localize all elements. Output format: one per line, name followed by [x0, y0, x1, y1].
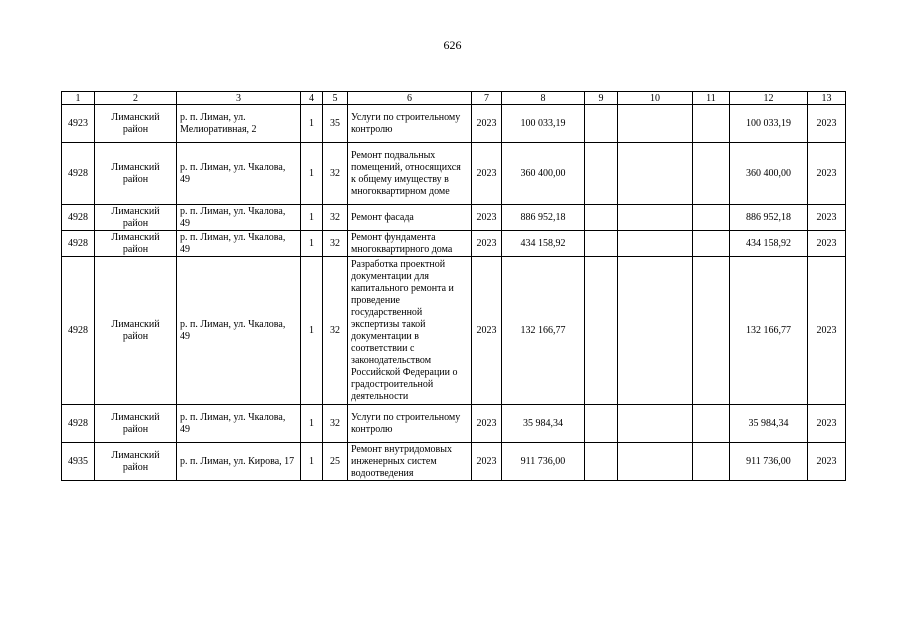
cell-col-13: 2023 [808, 105, 846, 143]
column-header-8: 8 [502, 92, 585, 105]
cell-col-8: 911 736,00 [502, 443, 585, 481]
table-header [62, 92, 846, 105]
cell-col-12: 132 166,77 [730, 257, 808, 405]
cell-col-7: 2023 [472, 143, 502, 205]
cell-col-12: 360 400,00 [730, 143, 808, 205]
cell-col-9 [585, 205, 618, 231]
cell-col-8: 360 400,00 [502, 143, 585, 205]
cell-col-7: 2023 [472, 231, 502, 257]
cell-col-8: 132 166,77 [502, 257, 585, 405]
cell-col-11 [693, 257, 730, 405]
cell-col-6: Разработка проектной документации для капитального ремонта и проведение государственной экспертизы такой документации в соответствии с законодательством Российской Федерации о градостроительной деятельности [348, 257, 472, 405]
cell-col-10 [618, 257, 693, 405]
header-row [62, 92, 846, 105]
column-header-7: 7 [472, 92, 502, 105]
column-header-2: 2 [95, 92, 177, 105]
cell-col-13: 2023 [808, 443, 846, 481]
cell-col-5: 32 [323, 231, 348, 257]
cell-col-8: 100 033,19 [502, 105, 585, 143]
cell-col-5: 32 [323, 143, 348, 205]
page-number: 626 [443, 38, 462, 52]
cell-col-12: 100 033,19 [730, 105, 808, 143]
cell-col-7: 2023 [472, 205, 502, 231]
cell-col-10 [618, 231, 693, 257]
table-row [62, 443, 846, 481]
cell-col-4: 1 [301, 257, 323, 405]
cell-col-3: р. п. Лиман, ул. Чкалова, 49 [177, 143, 301, 205]
cell-col-11 [693, 105, 730, 143]
cell-col-11 [693, 405, 730, 443]
cell-col-12: 434 158,92 [730, 231, 808, 257]
cell-col-1: 4928 [62, 143, 95, 205]
cell-col-5: 25 [323, 443, 348, 481]
cell-col-5: 35 [323, 105, 348, 143]
capital-repair-table [61, 91, 846, 481]
cell-col-7: 2023 [472, 405, 502, 443]
cell-col-7: 2023 [472, 443, 502, 481]
cell-col-12: 886 952,18 [730, 205, 808, 231]
cell-col-10 [618, 443, 693, 481]
cell-col-12: 911 736,00 [730, 443, 808, 481]
cell-col-13: 2023 [808, 231, 846, 257]
cell-col-11 [693, 231, 730, 257]
cell-col-11 [693, 443, 730, 481]
column-header-5: 5 [323, 92, 348, 105]
cell-col-6: Ремонт фасада [348, 205, 472, 231]
cell-col-3: р. п. Лиман, ул. Мелиоративная, 2 [177, 105, 301, 143]
cell-col-8: 434 158,92 [502, 231, 585, 257]
cell-col-8: 35 984,34 [502, 405, 585, 443]
cell-col-13: 2023 [808, 257, 846, 405]
cell-col-4: 1 [301, 443, 323, 481]
cell-col-9 [585, 257, 618, 405]
column-header-3: 3 [177, 92, 301, 105]
cell-col-9 [585, 405, 618, 443]
cell-col-4: 1 [301, 231, 323, 257]
cell-col-8: 886 952,18 [502, 205, 585, 231]
cell-col-1: 4928 [62, 231, 95, 257]
cell-col-1: 4935 [62, 443, 95, 481]
cell-col-3: р. п. Лиман, ул. Кирова, 17 [177, 443, 301, 481]
cell-col-10 [618, 105, 693, 143]
cell-col-2: Лиманский район [95, 231, 177, 257]
cell-col-13: 2023 [808, 205, 846, 231]
cell-col-1: 4928 [62, 205, 95, 231]
cell-col-4: 1 [301, 105, 323, 143]
cell-col-6: Ремонт подвальных помещений, относящихся к общему имуществу в многоквартирном доме [348, 143, 472, 205]
cell-col-2: Лиманский район [95, 443, 177, 481]
cell-col-4: 1 [301, 143, 323, 205]
column-header-10: 10 [618, 92, 693, 105]
cell-col-9 [585, 231, 618, 257]
cell-col-6: Услуги по строительному контролю [348, 105, 472, 143]
column-header-12: 12 [730, 92, 808, 105]
cell-col-10 [618, 143, 693, 205]
cell-col-6: Ремонт внутридомовых инженерных систем водоотведения [348, 443, 472, 481]
cell-col-13: 2023 [808, 405, 846, 443]
cell-col-10 [618, 205, 693, 231]
column-header-4: 4 [301, 92, 323, 105]
cell-col-3: р. п. Лиман, ул. Чкалова, 49 [177, 205, 301, 231]
table-body [62, 105, 846, 481]
cell-col-12: 35 984,34 [730, 405, 808, 443]
table-row [62, 231, 846, 257]
cell-col-11 [693, 143, 730, 205]
table-row [62, 143, 846, 205]
cell-col-2: Лиманский район [95, 257, 177, 405]
table-row [62, 405, 846, 443]
column-header-9: 9 [585, 92, 618, 105]
cell-col-9 [585, 105, 618, 143]
cell-col-4: 1 [301, 405, 323, 443]
column-header-13: 13 [808, 92, 846, 105]
cell-col-5: 32 [323, 257, 348, 405]
column-header-6: 6 [348, 92, 472, 105]
cell-col-4: 1 [301, 205, 323, 231]
cell-col-2: Лиманский район [95, 105, 177, 143]
cell-col-2: Лиманский район [95, 143, 177, 205]
cell-col-2: Лиманский район [95, 205, 177, 231]
cell-col-2: Лиманский район [95, 405, 177, 443]
cell-col-7: 2023 [472, 105, 502, 143]
table-row [62, 205, 846, 231]
cell-col-1: 4928 [62, 405, 95, 443]
cell-col-3: р. п. Лиман, ул. Чкалова, 49 [177, 231, 301, 257]
cell-col-1: 4928 [62, 257, 95, 405]
cell-col-5: 32 [323, 405, 348, 443]
column-header-11: 11 [693, 92, 730, 105]
cell-col-6: Услуги по строительному контролю [348, 405, 472, 443]
cell-col-1: 4923 [62, 105, 95, 143]
cell-col-9 [585, 443, 618, 481]
cell-col-13: 2023 [808, 143, 846, 205]
table-row [62, 105, 846, 143]
cell-col-5: 32 [323, 205, 348, 231]
cell-col-11 [693, 205, 730, 231]
table-row [62, 257, 846, 405]
cell-col-3: р. п. Лиман, ул. Чкалова, 49 [177, 257, 301, 405]
cell-col-6: Ремонт фундамента многоквартирного дома [348, 231, 472, 257]
column-header-1: 1 [62, 92, 95, 105]
cell-col-9 [585, 143, 618, 205]
cell-col-7: 2023 [472, 257, 502, 405]
cell-col-10 [618, 405, 693, 443]
cell-col-3: р. п. Лиман, ул. Чкалова, 49 [177, 405, 301, 443]
